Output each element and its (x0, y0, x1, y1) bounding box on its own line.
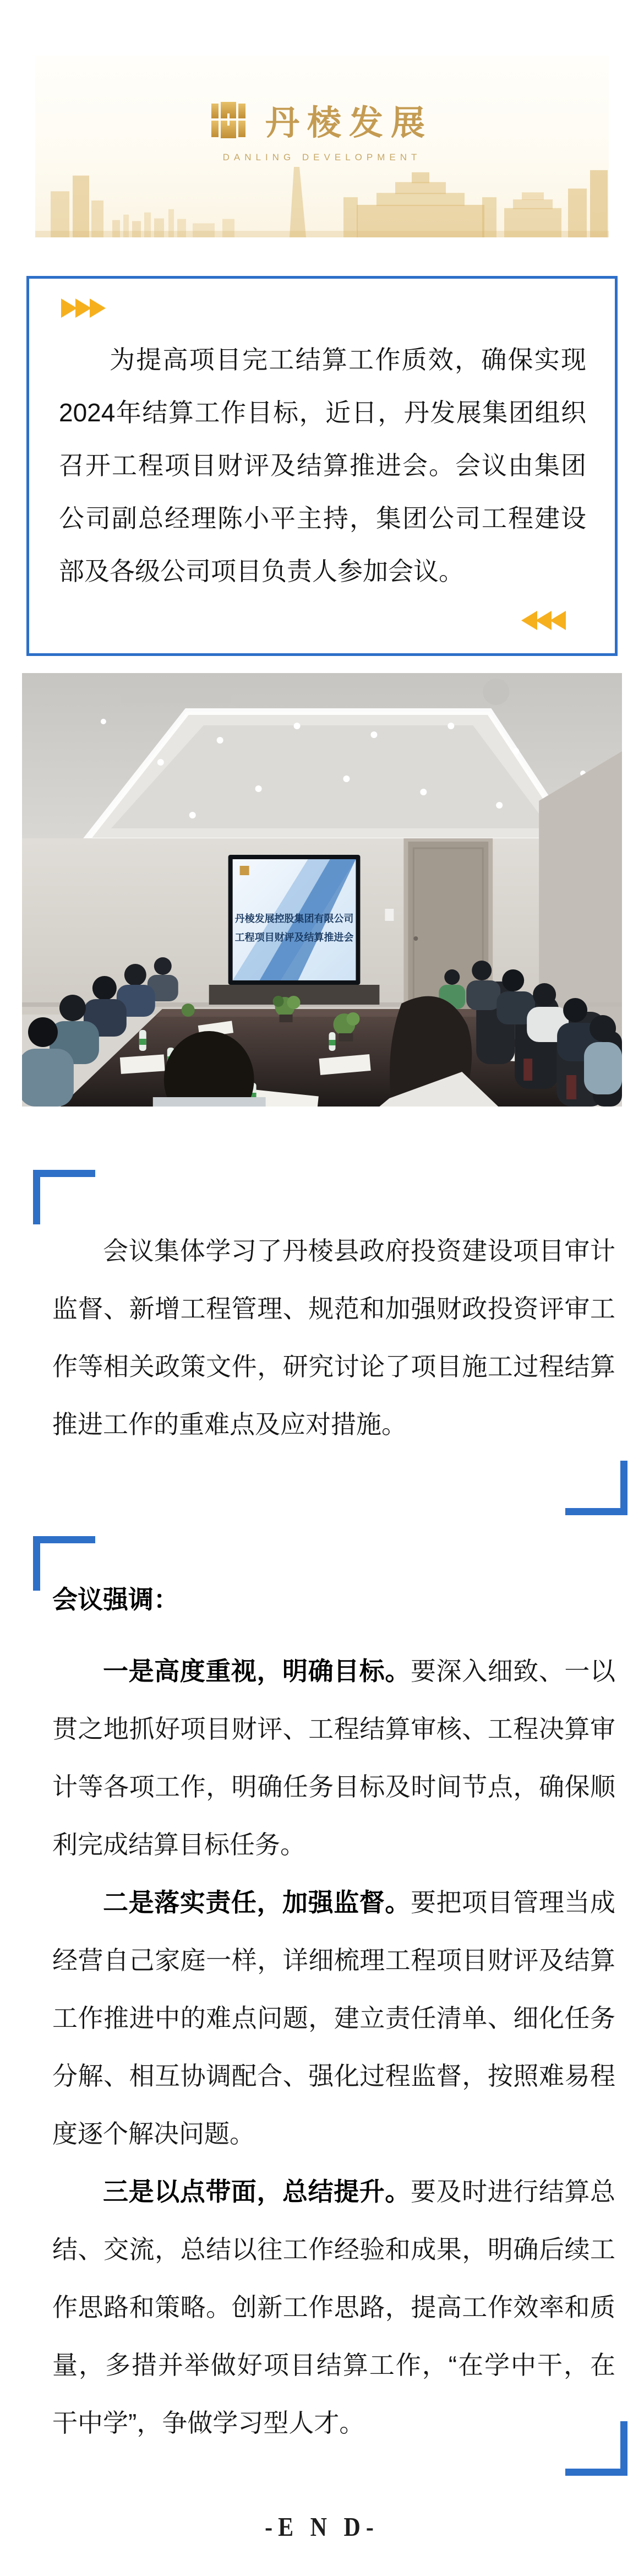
triple-arrow-right-icon (61, 299, 587, 318)
emphasis-section (17, 1536, 627, 2504)
point-1-lead: 一是高度重视，明确目标。 (103, 1657, 411, 1685)
intro-box (26, 276, 618, 656)
corner-bracket-top-left-icon (33, 1170, 95, 1224)
emphasis-heading: 会议强调： (52, 1585, 179, 1614)
danling-logo-icon (211, 102, 251, 138)
slide-title-line2: 工程项目财评及结算推进会 (234, 931, 354, 943)
brand-subtitle: DANLING DEVELOPMENT (222, 152, 422, 162)
emphasis-point-1 (52, 1642, 615, 1874)
corner-bracket-bottom-right-icon (565, 1461, 627, 1515)
emphasis-point-3 (52, 2163, 615, 2452)
point-1-body: 要深入细致、一以贯之地抓好项目财评、工程结算审核、工程决算审计等各项工作，明确任务目标及时间节点，确保顺利完成结算目标任务。 (52, 1657, 616, 1859)
emphasis-point-2 (52, 1874, 615, 2163)
summary-paragraph: 会议集体学习了丹棱县政府投资建设项目审计监督、新增工程管理、规范和加强财政投资评审工作等相关政策文件，研究讨论了项目施工过程结算推进工作的重难点及应对措施。 (52, 1237, 615, 1439)
brand-name: 丹棱发展 (265, 105, 433, 142)
intro-paragraph: 为提高项目完工结算工作质效，确保实现2024年结算工作目标，近日，丹发展集团组织召开工程项目财评及结算推进会。会议由集团公司副总经理陈小平主持，集团公司工程建设部及各级公司项目负责人参加会议。 (59, 345, 586, 585)
summary-section (17, 1170, 627, 1536)
slide-title-line1: 丹棱发展控股集团有限公司 (234, 913, 354, 925)
corner-bracket-top-left-icon (33, 1536, 95, 1591)
city-skyline-graphic (35, 167, 609, 237)
brand-row (35, 56, 609, 144)
presentation-screen (228, 855, 361, 985)
point-2-lead: 二是落实责任，加强监督。 (103, 1888, 411, 1917)
point-2-body: 要把项目管理当成经营自己家庭一样，详细梳理工程项目财评及结算工作推进中的难点问题，建立责任清单、细化任务分解、相互协调配合、强化过程监督，按照难易程度逐个解决问题。 (52, 1888, 616, 2148)
point-3-body: 要及时进行结算总结、交流，总结以往工作经验和成果，明确后续工作思路和策略。创新工作思路，提高工作效率和质量，多措并举做好项目结算工作，“在学中干，在干中学”，争做学习型人才。 (52, 2177, 616, 2437)
corner-bracket-bottom-right-icon (565, 2421, 627, 2476)
article-page (0, 56, 644, 2541)
brand-header (35, 56, 609, 237)
meeting-room-scene (22, 673, 622, 1107)
point-3-lead: 三是以点带面，总结提升。 (103, 2177, 411, 2206)
end-label: -E N D- (265, 2513, 379, 2542)
triple-arrow-left-icon (58, 611, 564, 630)
end-footer (0, 2514, 644, 2541)
meeting-photo (22, 673, 622, 1107)
